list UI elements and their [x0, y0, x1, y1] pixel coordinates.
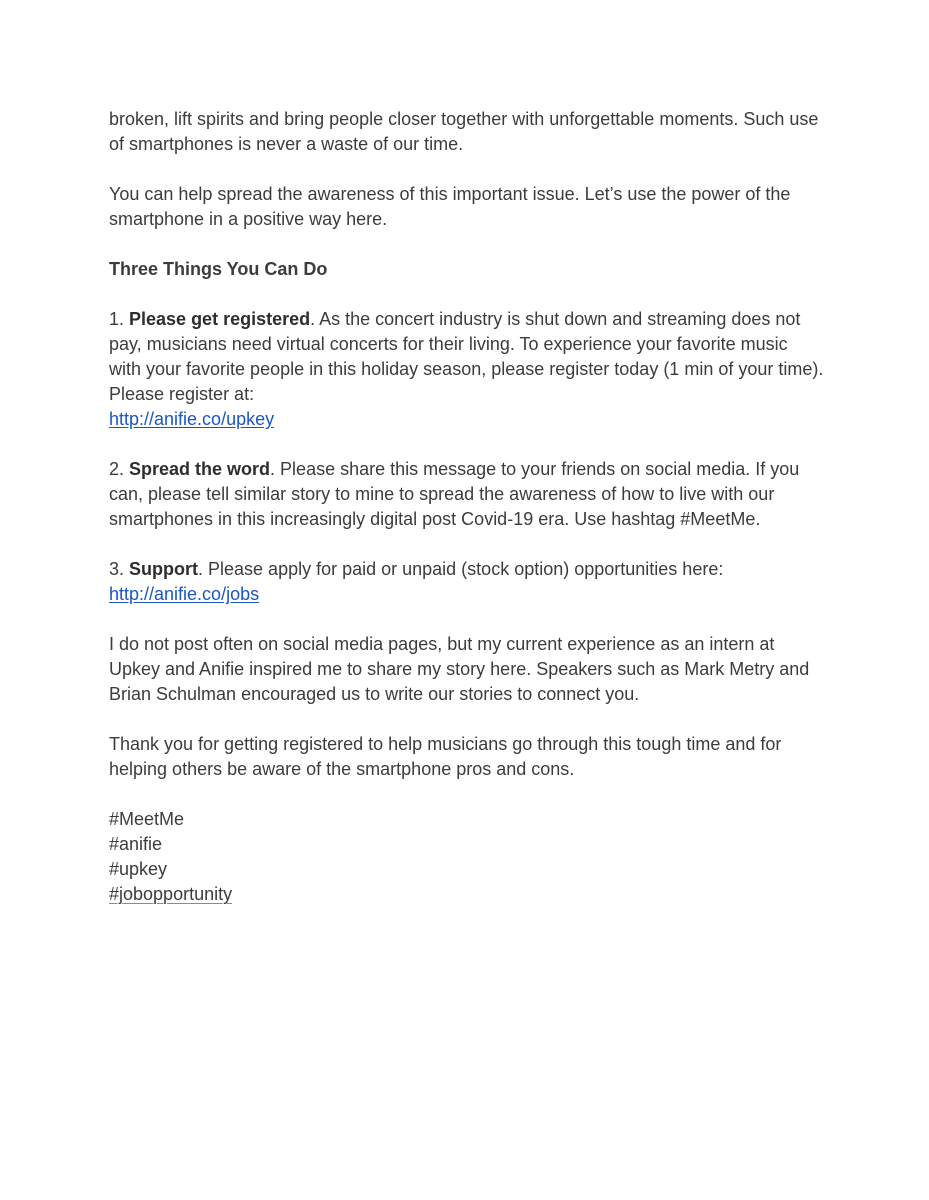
awareness-paragraph: You can help spread the awareness of this important issue. Let’s use the power of the smartphone in a positive way here. — [109, 184, 791, 229]
hashtag — [109, 882, 824, 907]
list-item-support — [109, 557, 824, 607]
item-number: 1. — [109, 309, 130, 329]
intro-paragraph: broken, lift spirits and bring people closer together with unforgettable moments. Such use of smartphones is never a waste of our time. — [109, 109, 819, 154]
item-text: . Please apply for paid or unpaid (stock option) opportunities here: — [198, 559, 724, 579]
hashtag-text: #jobopportunity — [109, 884, 233, 904]
item-number: 3. — [109, 559, 130, 579]
item-bold-label: Spread the word — [129, 459, 271, 479]
hashtag: #upkey — [109, 859, 168, 879]
experience-paragraph: I do not post often on social media pages, but my current experience as an intern at Upkey and Anifie inspired me to share my story here. Speakers such as Mark Metry and Brian Schulman encouraged us to write our stories to connect you. — [109, 634, 810, 704]
hashtag: #anifie — [109, 834, 163, 854]
list-item-register — [109, 307, 824, 432]
hashtag: #MeetMe — [109, 809, 185, 829]
item-number: 2. — [109, 459, 130, 479]
list-item-spread — [109, 457, 824, 532]
thanks-paragraph: Thank you for getting registered to help musicians go through this tough time and for helping others be aware of the smartphone pros and cons. — [109, 734, 782, 779]
hashtag-list — [109, 807, 824, 907]
jobs-link[interactable]: http://anifie.co/jobs — [109, 584, 260, 604]
item-text: . Please share this message to your friends on social media. If you can, please tell similar story to mine to spread the awareness of how to live with our smartphones in this increasingly digital post Covid-19 era. Use hashtag #MeetMe. — [109, 459, 800, 529]
document-page — [109, 107, 824, 907]
item-text: . As the concert industry is shut down and streaming does not pay, musicians need virtual concerts for their living. To experience your favorite music with your favorite people in this holiday season, please register today (1 min of your time). Please register at: — [109, 309, 824, 404]
register-link[interactable]: http://anifie.co/upkey — [109, 409, 275, 429]
section-heading: Three Things You Can Do — [109, 259, 328, 279]
item-bold-label: Support — [129, 559, 199, 579]
item-bold-label: Please get registered — [129, 309, 311, 329]
